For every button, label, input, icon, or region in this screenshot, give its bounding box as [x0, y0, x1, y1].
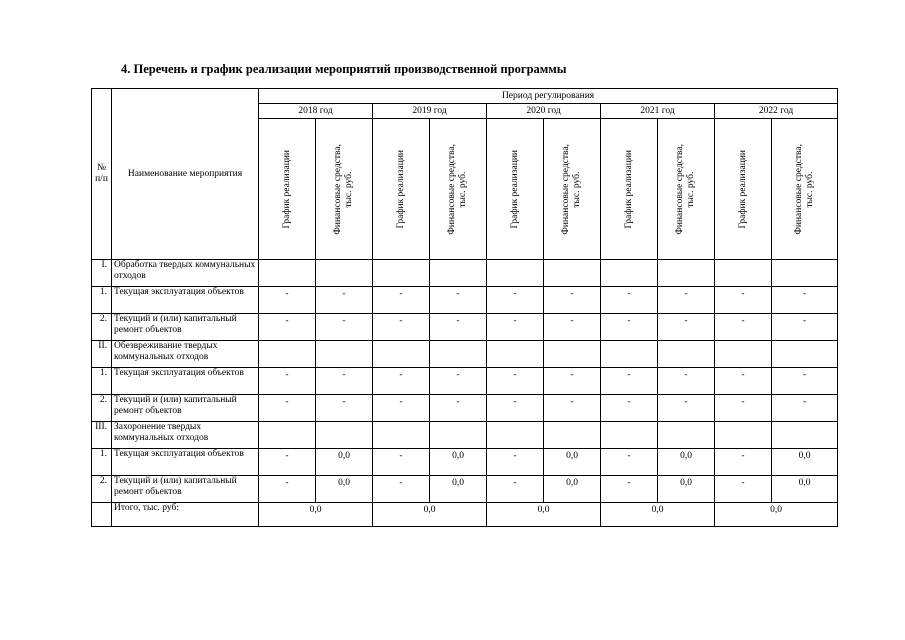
header-finance	[316, 119, 373, 260]
header-period: Период регулирования	[259, 89, 838, 104]
row-value: -	[316, 395, 373, 422]
row-value: -	[544, 368, 601, 395]
row-value: 0,0	[772, 476, 838, 503]
total-value: 0,0	[487, 503, 601, 527]
row-value: -	[430, 368, 487, 395]
header-schedule	[715, 119, 772, 260]
row-value: -	[544, 395, 601, 422]
row-value: -	[259, 287, 316, 314]
row-value	[373, 260, 430, 287]
header-year: 2021 год	[601, 104, 715, 119]
row-num: 1.	[92, 449, 112, 476]
row-value: -	[715, 395, 772, 422]
table-row	[92, 422, 838, 449]
row-value: 0,0	[316, 449, 373, 476]
row-num: II.	[92, 341, 112, 368]
row-value: -	[601, 368, 658, 395]
table-row	[92, 449, 838, 476]
row-value: -	[715, 449, 772, 476]
row-num: 2.	[92, 314, 112, 341]
header-finance	[544, 119, 601, 260]
row-num: 2.	[92, 395, 112, 422]
header-name: Наименование мероприятия	[112, 89, 259, 260]
header-schedule	[373, 119, 430, 260]
row-value	[601, 260, 658, 287]
header-finance-label: Финансовые средства, тыс. руб.	[793, 143, 815, 235]
row-name: Текущий и (или) капитальный ремонт объектов	[112, 314, 259, 341]
row-value: 0,0	[658, 449, 715, 476]
row-value: -	[373, 314, 430, 341]
table-row	[92, 395, 838, 422]
row-value	[430, 422, 487, 449]
row-value: -	[601, 395, 658, 422]
row-value	[544, 341, 601, 368]
row-name: Текущий и (или) капитальный ремонт объектов	[112, 476, 259, 503]
row-value: -	[772, 287, 838, 314]
header-schedule	[259, 119, 316, 260]
row-value: -	[373, 476, 430, 503]
row-name: Обработка твердых коммунальных отходов	[112, 260, 259, 287]
header-schedule-label: График реализации	[395, 149, 406, 229]
row-value	[658, 422, 715, 449]
row-value: -	[316, 287, 373, 314]
row-value: -	[430, 287, 487, 314]
header-finance	[772, 119, 838, 260]
header-schedule-label: График реализации	[281, 149, 292, 229]
row-value: 0,0	[316, 476, 373, 503]
row-value	[487, 422, 544, 449]
row-name: Текущая эксплуатация объектов	[112, 449, 259, 476]
page-title: 4. Перечень и график реализации мероприятий производственной программы	[121, 62, 567, 76]
row-value: 0,0	[772, 449, 838, 476]
header-year: 2019 год	[373, 104, 487, 119]
row-value: -	[259, 314, 316, 341]
row-value	[772, 260, 838, 287]
row-value	[658, 260, 715, 287]
row-name: Обезвреживание твердых коммунальных отходов	[112, 341, 259, 368]
header-schedule-label: График реализации	[509, 149, 520, 229]
header-schedule-label: График реализации	[737, 149, 748, 229]
row-value: -	[430, 395, 487, 422]
row-value	[715, 341, 772, 368]
row-value: -	[601, 314, 658, 341]
row-value: 0,0	[658, 476, 715, 503]
row-value: -	[316, 314, 373, 341]
total-value: 0,0	[601, 503, 715, 527]
row-value	[544, 260, 601, 287]
row-value: -	[373, 368, 430, 395]
row-value	[430, 341, 487, 368]
header-schedule	[487, 119, 544, 260]
row-name: Текущая эксплуатация объектов	[112, 368, 259, 395]
table-row	[92, 368, 838, 395]
table-row	[92, 260, 838, 287]
row-value: -	[487, 476, 544, 503]
header-year: 2018 год	[259, 104, 373, 119]
row-num: 1.	[92, 368, 112, 395]
row-value	[601, 341, 658, 368]
row-value: 0,0	[544, 476, 601, 503]
row-value	[715, 260, 772, 287]
row-value: -	[487, 287, 544, 314]
row-value: -	[601, 287, 658, 314]
row-value	[316, 260, 373, 287]
row-value: -	[601, 476, 658, 503]
row-value: -	[373, 449, 430, 476]
row-value: 0,0	[430, 449, 487, 476]
row-value: -	[544, 287, 601, 314]
row-value: -	[715, 287, 772, 314]
row-value: -	[316, 368, 373, 395]
row-value	[772, 341, 838, 368]
row-value	[430, 260, 487, 287]
header-finance-label: Финансовые средства, тыс. руб.	[447, 143, 468, 235]
header-finance-label: Финансовые средства, тыс. руб.	[675, 143, 696, 235]
row-value: -	[544, 314, 601, 341]
table-row	[92, 287, 838, 314]
row-value: -	[487, 314, 544, 341]
header-finance	[658, 119, 715, 260]
row-value: -	[259, 476, 316, 503]
row-value: -	[772, 314, 838, 341]
row-value: -	[373, 395, 430, 422]
row-value	[772, 422, 838, 449]
row-name: Текущая эксплуатация объектов	[112, 287, 259, 314]
header-num: № п/п	[92, 89, 112, 260]
row-value	[316, 341, 373, 368]
row-value	[259, 341, 316, 368]
header-year: 2022 год	[715, 104, 838, 119]
row-value: -	[715, 314, 772, 341]
row-value	[715, 422, 772, 449]
row-value: -	[430, 314, 487, 341]
row-value: -	[487, 368, 544, 395]
row-value	[373, 422, 430, 449]
row-name: Текущий и (или) капитальный ремонт объектов	[112, 395, 259, 422]
row-value: -	[772, 395, 838, 422]
row-name: Захоронение твердых коммунальных отходов	[112, 422, 259, 449]
row-value: 0,0	[430, 476, 487, 503]
total-value: 0,0	[259, 503, 373, 527]
row-value	[487, 341, 544, 368]
row-value	[259, 422, 316, 449]
program-table	[91, 88, 838, 527]
row-value: 0,0	[544, 449, 601, 476]
row-value: -	[658, 314, 715, 341]
total-value: 0,0	[373, 503, 487, 527]
header-schedule-label: График реализации	[623, 149, 634, 229]
table-row	[92, 476, 838, 503]
row-value	[601, 422, 658, 449]
total-num	[92, 503, 112, 527]
row-num: 1.	[92, 287, 112, 314]
row-value	[658, 341, 715, 368]
table-row	[92, 314, 838, 341]
row-value: -	[259, 368, 316, 395]
header-finance	[430, 119, 487, 260]
row-value: -	[658, 368, 715, 395]
row-value	[259, 260, 316, 287]
total-row	[92, 503, 838, 527]
row-value	[316, 422, 373, 449]
row-value: -	[487, 395, 544, 422]
total-label: Итого, тыс. руб:	[112, 503, 259, 527]
row-value	[487, 260, 544, 287]
row-value: -	[715, 368, 772, 395]
table-row	[92, 341, 838, 368]
row-value: -	[658, 395, 715, 422]
row-value: -	[259, 395, 316, 422]
row-value	[544, 422, 601, 449]
row-num: I.	[92, 260, 112, 287]
row-value	[373, 341, 430, 368]
header-schedule	[601, 119, 658, 260]
total-value: 0,0	[715, 503, 838, 527]
row-num: III.	[92, 422, 112, 449]
row-value: -	[373, 287, 430, 314]
row-value: -	[772, 368, 838, 395]
row-value: -	[259, 449, 316, 476]
header-finance-label: Финансовые средства, тыс. руб.	[561, 143, 582, 235]
row-value: -	[658, 287, 715, 314]
row-value: -	[715, 476, 772, 503]
header-finance-label: Финансовые средства, тыс. руб.	[333, 143, 354, 235]
row-num: 2.	[92, 476, 112, 503]
row-value: -	[601, 449, 658, 476]
row-value: -	[487, 449, 544, 476]
header-year: 2020 год	[487, 104, 601, 119]
